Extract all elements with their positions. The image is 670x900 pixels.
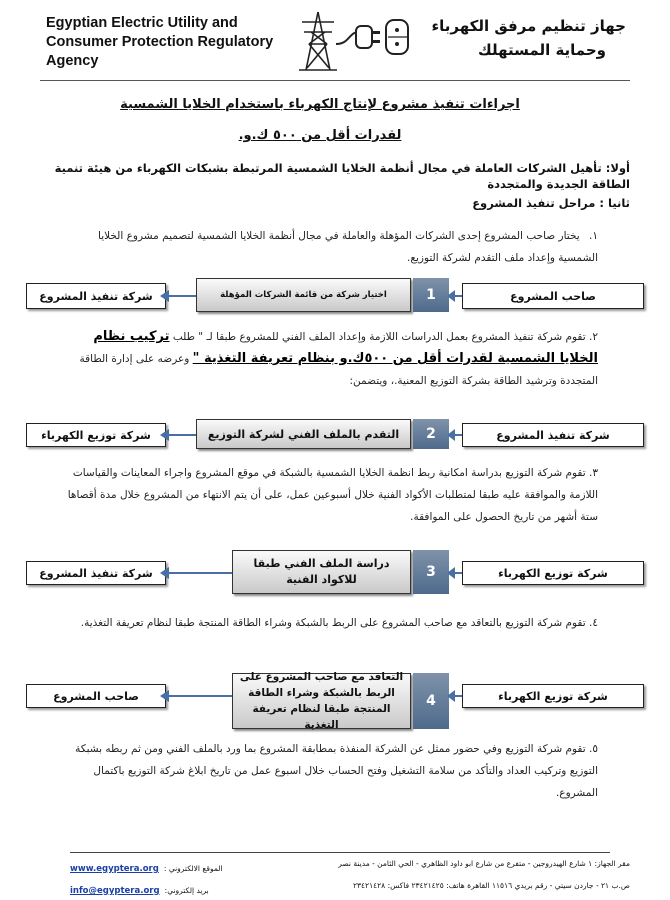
footer-address: مقر الجهاز: ١ شارع الهيدروجين - متفرع من شارع ابو داود الظاهري - الحي الثامن - مدينة نصر (338, 859, 630, 868)
flow-3-from-box: شركة توزيع الكهرباء (462, 561, 644, 585)
flow-4-arrow-left (164, 695, 232, 697)
flow-4-number-badge: 4 (413, 673, 449, 729)
document-title: اجراءات تنفيذ مشروع لإنتاج الكهرباء باستخدام الخلايا الشمسية (120, 97, 520, 112)
flow-1-number-badge: 1 (413, 278, 449, 312)
flow-2-action-box: التقدم بالملف الفني لشركة التوزيع (196, 419, 411, 449)
step-5-text (58, 738, 598, 804)
step-5-body: تقوم شركة التوزيع وفي حضور ممثل عن الشركة المنفذة بمطابقة المشروع بما ورد بالملف الفني ومن ثم ربطه بشبكة التوزيع وتركيب العداد والتأكد من سلامة التشغيل وفتح الحساب خلال اسبوع عمل من تاريخ ابلاغ شركة التوزيع باكتمال المشروع. (75, 743, 598, 799)
step-4-number: ٤. (589, 617, 598, 629)
footer-email-row (70, 878, 270, 897)
step-4-body: تقوم شركة التوزيع بالتعاقد مع صاحب المشروع على الربط بالشبكة وشراء الطاقة المنتجة طبقا لنظام تعريفة التغذية. (80, 617, 586, 629)
pylon-plug-logo-icon (296, 8, 418, 72)
step-2-body-start: تقوم شركة تنفيذ المشروع بعمل الدراسات اللازمة وإعداد الملف الفني للمشروع طبقا لـ " طلب (172, 331, 586, 343)
flow-1-to-box: شركة تنفيذ المشروع (26, 283, 166, 309)
step-1-body: يختار صاحب المشروع إحدى الشركات المؤهلة والعاملة في مجال أنظمة الخلايا الشمسية لتصميم مشروع الخلايا الشمسية وإعداد ملف التقدم لشركة التوزيع. (98, 230, 598, 264)
flow-2-arrow-right-head (447, 429, 455, 441)
flow-1-arrow-right-head (447, 290, 455, 302)
flow-4-arrow-right-head (447, 690, 455, 702)
footer-po-box: ص.ب ٢١ - جاردن سيتي - رقم بريدي ١١٥١٦ القاهرة (467, 881, 630, 890)
agency-name-arabic-line1: جهاز تنظيم مرفق الكهرباء (431, 17, 626, 35)
flow-1-from-box: صاحب المشروع (462, 283, 644, 309)
footer-website-link[interactable]: www.egyptera.org (70, 864, 159, 874)
agency-name-arabic-line2: وحماية المستهلك (478, 41, 606, 59)
flow-3-number-badge: 3 (413, 550, 449, 594)
footer-phone: هاتف: ٢٣٤٢١٤٢٥ فاكس: ٢٣٤٢١٤٢٨ (352, 881, 465, 890)
flow-2-arrow-left-head (160, 429, 169, 441)
agency-name-arabic (416, 14, 626, 62)
agency-logo (296, 8, 418, 72)
flow-3-arrow-left (164, 572, 232, 574)
step-2-number: ٢. (589, 331, 598, 343)
step-3-number: ٣. (589, 467, 598, 479)
flow-1-action-box: اختيار شركة من قائمة الشركات المؤهلة (196, 278, 411, 312)
footer-contact (300, 880, 630, 892)
footer-email-label: بريد إلكتروني: (164, 886, 209, 895)
flow-3-arrow-left-head (160, 567, 169, 579)
footer-email-link[interactable]: info@egyptera.org (70, 886, 160, 896)
step-4-text (58, 612, 598, 634)
flow-3-to-box: شركة تنفيذ المشروع (26, 561, 166, 585)
step-3-text (58, 462, 598, 528)
footer-website-row (70, 856, 270, 875)
step-1-text (78, 225, 598, 269)
footer-divider (70, 852, 610, 853)
document-subtitle: لقدرات أقل من ٥٠٠ ك.و. (238, 128, 402, 143)
header-divider (40, 80, 630, 81)
flow-3-action-box: دراسة الملف الفني طبقا للاكواد الفنية (232, 550, 411, 594)
flow-2-from-box: شركة تنفيذ المشروع (462, 423, 644, 447)
step-1-number: ١. (589, 230, 598, 242)
step-2-text (58, 326, 598, 392)
flow-4-action-box: التعاقد مع صاحب المشروع على الربط بالشبكة وشراء الطاقة المنتجة طبقا لنظام تعريفة التغذية (232, 673, 411, 729)
footer-website-label: الموقع الالكتروني : (163, 864, 223, 873)
flow-4-from-box: شركة توزيع الكهرباء (462, 684, 644, 708)
section-first-qualification: أولا: تأهيل الشركات العاملة في مجال أنظمة الخلايا الشمسية المرتبطة بشبكات الكهرباء من هيئة تنمية الطاقة الجديدة والمتجددة (54, 161, 630, 191)
step-5-number: ٥. (589, 743, 598, 755)
flow-2-to-box: شركة توزيع الكهرباء (26, 423, 166, 447)
agency-name-english: Egyptian Electric Utility and Consumer Protection Regulatory Agency (46, 15, 274, 69)
step-2-body-end: وعرضه على إدارة الطاقة المتجددة وترشيد الطاقة بشركة التوزيع المعنية.، ويتضمن: (79, 353, 598, 387)
section-second-stages: ثانيا : مراحل تنفيذ المشروع (472, 196, 630, 210)
flow-2-number-badge: 2 (413, 419, 449, 449)
step-3-body: تقوم شركة التوزيع بدراسة امكانية ربط انظمة الخلايا الشمسية بالشبكة في موقع المشروع واجراء المعاينات والقياسات اللازمة والموافقة عليه طبقا لمتطلبات الأكواد الفنية خلال أسبوعين عمل، على أن يتم الانتهاء من المشروع خلال مدة أقصاها ستة أشهر من تاريخ الحصول على الموافقة. (67, 467, 598, 523)
flow-4-arrow-left-head (160, 690, 169, 702)
flow-4-to-box: صاحب المشروع (26, 684, 166, 708)
flow-1-arrow-left-head (160, 290, 169, 302)
step-2-request-title: تركيب نظام الخلايا الشمسية لقدرات أقل من ٥٠٠ك.و بنظام تعريفة التغذية " (93, 329, 598, 366)
flow-3-arrow-right-head (447, 567, 455, 579)
